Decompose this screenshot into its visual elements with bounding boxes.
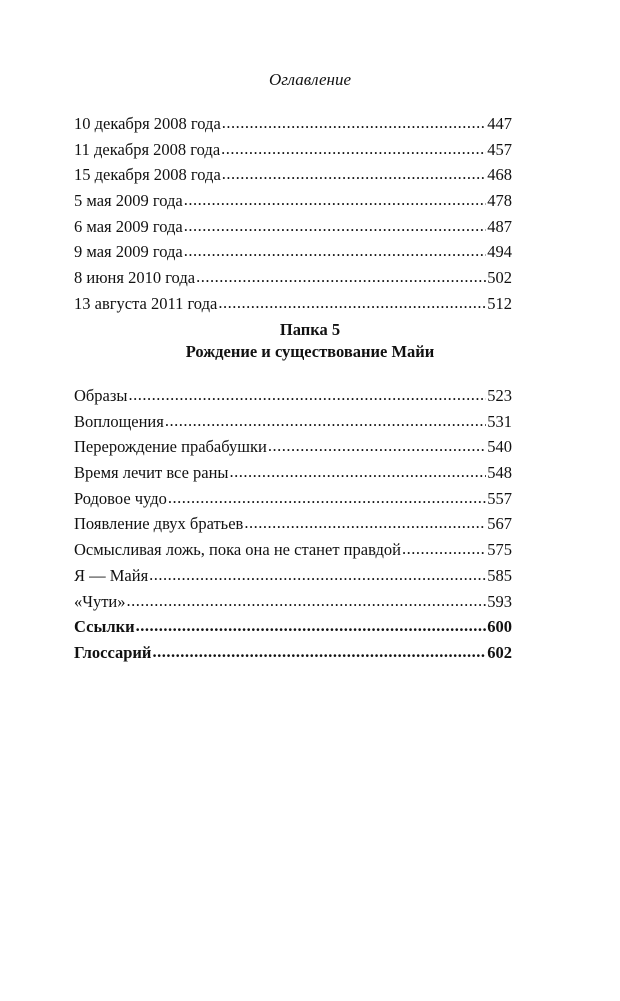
toc-entry-title: 13 августа 2011 года — [74, 293, 218, 313]
dot-leader — [165, 408, 486, 434]
toc-entry-title: Перерождение прабабушки — [74, 437, 267, 457]
toc-entry-title: 10 декабря 2008 года — [74, 114, 221, 133]
toc-entry-page: 540 — [487, 437, 512, 457]
toc-entry-title: Воплощения — [74, 411, 164, 431]
toc-entry[interactable] — [74, 239, 512, 265]
section-label: Папка 5 — [279, 320, 341, 339]
toc-entry-page: 567 — [487, 514, 512, 534]
toc-entry-title: Ссылки — [74, 617, 135, 637]
dot-leader — [184, 213, 487, 239]
toc-list-chapters — [74, 383, 512, 666]
toc-entry[interactable] — [74, 214, 512, 240]
toc-entry[interactable] — [74, 111, 512, 137]
toc-entry[interactable] — [74, 265, 512, 291]
toc-entry[interactable] — [74, 162, 512, 188]
dot-leader — [152, 639, 486, 665]
dot-leader — [196, 264, 486, 290]
toc-entry[interactable] — [74, 188, 512, 214]
dot-leader — [127, 588, 487, 614]
toc-entry-page: 468 — [487, 165, 512, 185]
toc-entry-page: 502 — [487, 268, 512, 288]
toc-list-dates — [74, 111, 512, 317]
toc-entry[interactable] — [74, 137, 512, 163]
toc-entry-title: Я — Майя — [74, 565, 149, 585]
toc-entry-title: Осмысливая ложь, пока она не станет правдой — [74, 540, 401, 560]
dot-leader — [222, 161, 486, 187]
toc-entry[interactable] — [74, 383, 512, 409]
running-head: Оглавление — [268, 70, 352, 89]
toc-entry[interactable] — [74, 460, 512, 486]
toc-entry-page: 602 — [487, 642, 512, 662]
toc-entry-title: «Чути» — [74, 591, 126, 611]
toc-entry[interactable] — [74, 589, 512, 615]
section-title: Рождение и существование Майи — [185, 342, 435, 361]
toc-entry-page: 523 — [487, 386, 512, 405]
toc-entry[interactable] — [74, 563, 512, 589]
toc-entry-glossary[interactable] — [74, 640, 512, 666]
toc-entry-page: 447 — [487, 114, 512, 133]
section-heading — [0, 319, 620, 363]
toc-entry-page: 575 — [487, 540, 512, 560]
toc-entry-title: 5 мая 2009 года — [74, 191, 183, 211]
dot-leader — [218, 290, 486, 316]
dot-leader — [230, 459, 487, 485]
toc-entry-title: Время лечит все раны — [74, 463, 229, 483]
toc-entry-references[interactable] — [74, 614, 512, 640]
toc-entry-page: 478 — [487, 191, 512, 211]
dot-leader — [129, 382, 487, 408]
toc-entry-page: 457 — [487, 139, 512, 159]
dot-leader — [221, 136, 486, 162]
toc-entry-title: 15 декабря 2008 года — [74, 165, 221, 185]
toc-entry-title: Глоссарий — [74, 642, 152, 662]
toc-entry[interactable] — [74, 409, 512, 435]
toc-entry-page: 585 — [487, 565, 512, 585]
toc-entry[interactable] — [74, 486, 512, 512]
toc-entry[interactable] — [74, 511, 512, 537]
dot-leader — [244, 510, 486, 536]
dot-leader — [184, 187, 487, 213]
toc-entry-page: 593 — [487, 591, 512, 611]
toc-entry-title: 9 мая 2009 года — [74, 242, 183, 262]
toc-entry[interactable] — [74, 537, 512, 563]
toc-entry-page: 548 — [487, 463, 512, 483]
toc-entry-title: Образы — [74, 386, 128, 405]
toc-entry-title: 11 декабря 2008 года — [74, 139, 221, 159]
dot-leader — [222, 110, 486, 136]
toc-entry-page: 531 — [487, 411, 512, 431]
toc-entry-title: 6 мая 2009 года — [74, 216, 183, 236]
dot-leader — [402, 536, 486, 562]
toc-entry-page: 487 — [487, 216, 512, 236]
toc-entry-title: Родовое чудо — [74, 488, 167, 508]
toc-entry-page: 494 — [487, 242, 512, 262]
dot-leader — [136, 613, 487, 639]
toc-entry-page: 600 — [487, 617, 512, 637]
dot-leader — [184, 238, 487, 264]
toc-entry[interactable] — [74, 434, 512, 460]
dot-leader — [168, 485, 486, 511]
toc-entry[interactable] — [74, 291, 512, 317]
toc-entry-page: 557 — [487, 488, 512, 508]
dot-leader — [149, 562, 486, 588]
toc-entry-title: Появление двух братьев — [74, 514, 244, 534]
toc-entry-title: 8 июня 2010 года — [74, 268, 196, 288]
toc-entry-page: 512 — [487, 293, 512, 313]
dot-leader — [268, 433, 486, 459]
